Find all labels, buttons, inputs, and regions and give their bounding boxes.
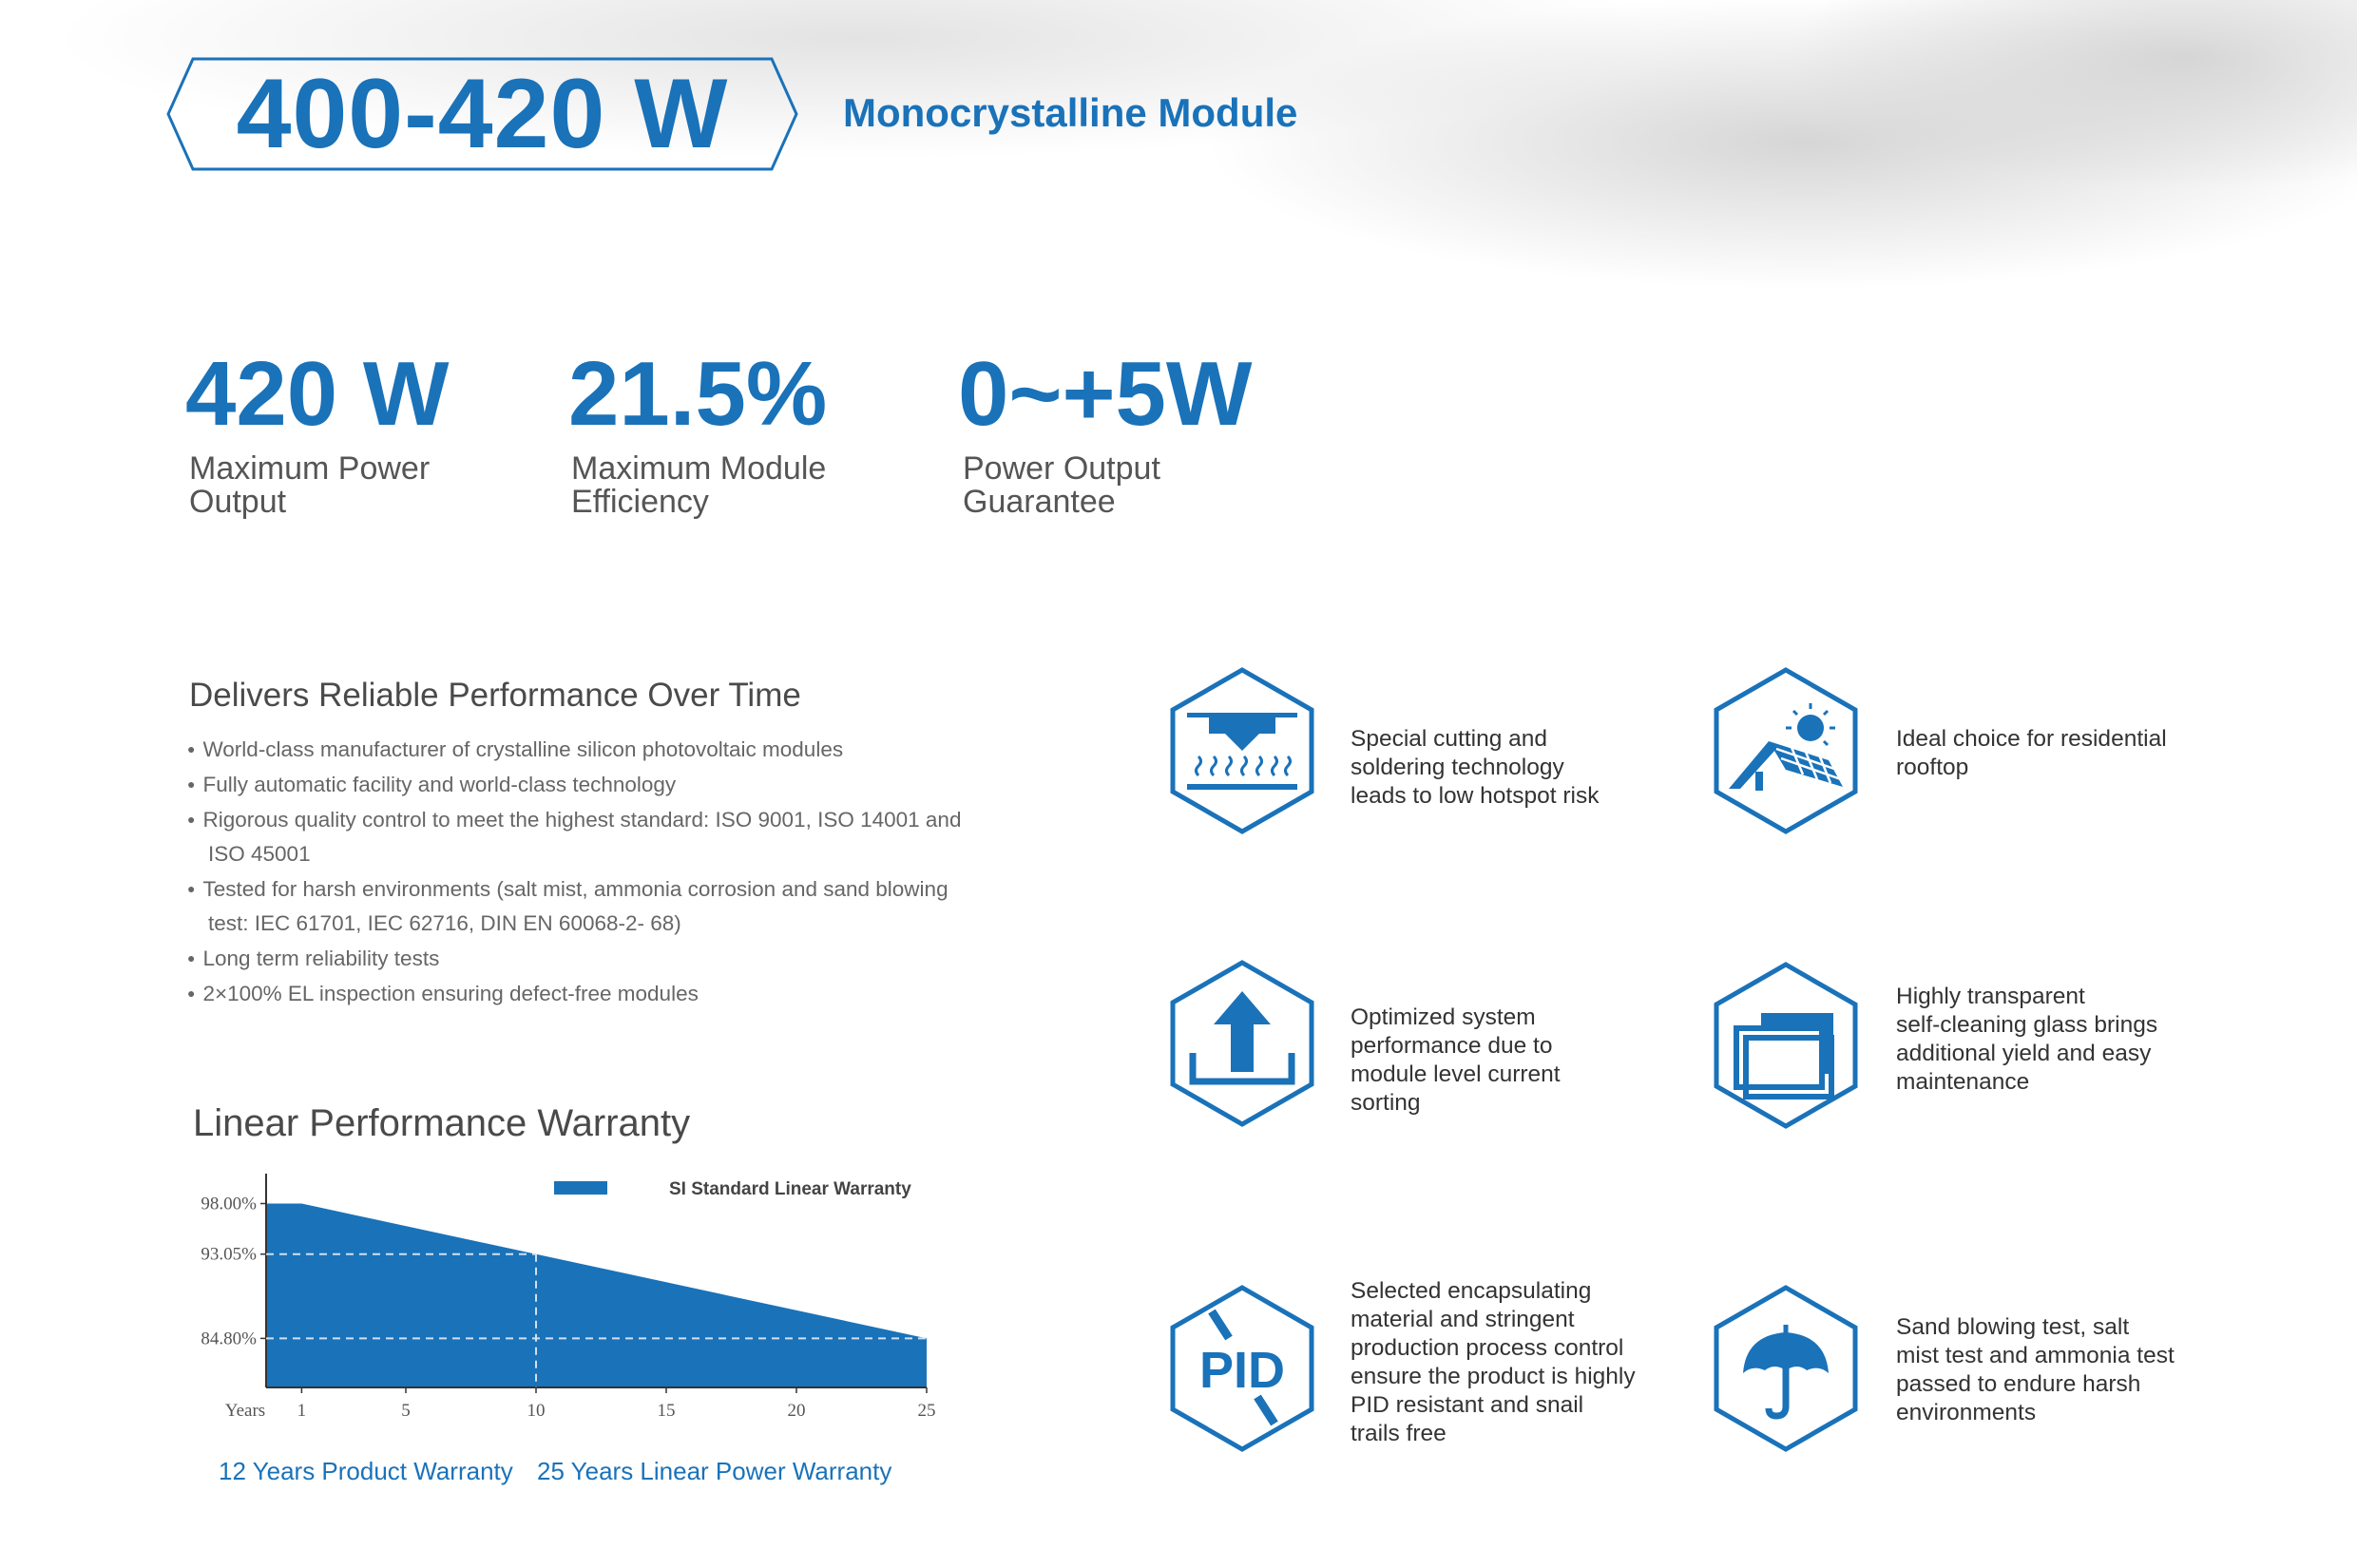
y-tick-label: 93.05% bbox=[201, 1244, 257, 1265]
feature-line: Sand blowing test, salt bbox=[1896, 1314, 2130, 1340]
feature-line: maintenance bbox=[1896, 1069, 2030, 1095]
feature-glass-text bbox=[1896, 983, 2191, 1097]
warranty-area bbox=[266, 1204, 927, 1388]
legend-swatch bbox=[554, 1181, 607, 1195]
feature-line: self-cleaning glass brings bbox=[1896, 1012, 2158, 1038]
glass-icon bbox=[1710, 960, 1862, 1131]
power-warranty-note: 25 Years Linear Power Warranty bbox=[537, 1457, 892, 1485]
feature-line: Special cutting and bbox=[1351, 726, 1548, 752]
feature-line: additional yield and easy bbox=[1896, 1041, 2152, 1066]
feature-line: passed to endure harsh bbox=[1896, 1371, 2141, 1397]
pid-icon-label: PID bbox=[1198, 1342, 1286, 1399]
y-tick-label: 84.80% bbox=[201, 1329, 257, 1349]
feature-line: trails free bbox=[1351, 1421, 1447, 1446]
performance-title: Delivers Reliable Performance Over Time bbox=[189, 677, 801, 714]
feature-line: ensure the product is highly bbox=[1351, 1364, 1636, 1389]
rooftop-icon bbox=[1710, 665, 1862, 836]
feature-line: module level current bbox=[1351, 1061, 1561, 1087]
sorting-icon bbox=[1166, 958, 1318, 1129]
feature-rooftop-text bbox=[1896, 725, 2191, 782]
hotspot-icon bbox=[1166, 665, 1318, 836]
pid-icon bbox=[1166, 1283, 1318, 1454]
feature-hotspot-text bbox=[1351, 725, 1645, 811]
stat-max-power-label bbox=[189, 452, 430, 519]
x-tick-label: 20 bbox=[787, 1401, 806, 1421]
feature-pid-text bbox=[1351, 1277, 1674, 1448]
umbrella-icon bbox=[1710, 1283, 1862, 1454]
feature-umbrella-text bbox=[1896, 1313, 2191, 1427]
stat-max-power-value: 420 W bbox=[185, 343, 450, 445]
list-item: ● Long term reliability tests bbox=[187, 941, 976, 976]
stat-efficiency-label bbox=[571, 452, 826, 519]
feature-line: Optimized system bbox=[1351, 1004, 1536, 1030]
feature-line: PID resistant and snail bbox=[1351, 1392, 1584, 1418]
list-item: ● World-class manufacturer of crystalline silicon photovoltaic modules bbox=[187, 732, 976, 767]
feature-line: Selected encapsulating bbox=[1351, 1278, 1592, 1304]
list-item: ● Fully automatic facility and world-class technology bbox=[187, 767, 976, 802]
feature-line: rooftop bbox=[1896, 755, 1969, 780]
power-range-title: 400-420 W bbox=[236, 59, 729, 169]
x-axis-label: Years bbox=[224, 1401, 266, 1421]
stat-guarantee-value: 0~+5W bbox=[958, 343, 1253, 445]
feature-line: performance due to bbox=[1351, 1033, 1553, 1059]
list-item: ● Rigorous quality control to meet the highest standard: ISO 9001, ISO 14001 and ISO 45001 bbox=[187, 802, 976, 871]
performance-list bbox=[187, 732, 976, 1011]
warranty-notes bbox=[219, 1457, 909, 1486]
stat-label-line: Power Output bbox=[963, 450, 1160, 487]
x-tick-label: 25 bbox=[917, 1401, 936, 1421]
warranty-chart bbox=[181, 1155, 960, 1440]
stat-efficiency-value: 21.5% bbox=[568, 343, 828, 445]
x-tick-label: 1 bbox=[297, 1401, 307, 1421]
stat-label-line: Maximum Power bbox=[189, 450, 431, 487]
feature-line: environments bbox=[1896, 1400, 2037, 1425]
stat-guarantee-label bbox=[963, 452, 1160, 519]
list-item: ● Tested for harsh environments (salt mist, ammonia corrosion and sand blowing test: IEC 61701, IEC 62716, DIN EN 60068-2- 68) bbox=[187, 871, 976, 941]
x-tick-label: 10 bbox=[527, 1401, 546, 1421]
feature-line: Ideal choice for residential bbox=[1896, 726, 2167, 752]
y-tick-label: 98.00% bbox=[201, 1194, 257, 1214]
stat-label-line: Efficiency bbox=[571, 484, 709, 520]
x-tick-label: 15 bbox=[657, 1401, 676, 1421]
feature-sorting-text bbox=[1351, 1004, 1645, 1118]
feature-line: leads to low hotspot risk bbox=[1351, 783, 1600, 809]
feature-line: mist test and ammonia test bbox=[1896, 1343, 2175, 1368]
module-type-subtitle: Monocrystalline Module bbox=[843, 90, 1298, 135]
feature-line: Highly transparent bbox=[1896, 984, 2085, 1009]
stat-label-line: Maximum Module bbox=[571, 450, 827, 487]
feature-line: soldering technology bbox=[1351, 755, 1564, 780]
list-item: ● 2×100% EL inspection ensuring defect-free modules bbox=[187, 976, 976, 1011]
feature-line: production process control bbox=[1351, 1335, 1624, 1361]
legend-label: SI Standard Linear Warranty bbox=[669, 1179, 911, 1199]
feature-line: material and stringent bbox=[1351, 1307, 1575, 1332]
warranty-title: Linear Performance Warranty bbox=[193, 1102, 691, 1144]
product-warranty-note: 12 Years Product Warranty bbox=[219, 1457, 513, 1485]
stat-label-line: Guarantee bbox=[963, 484, 1116, 520]
x-tick-label: 5 bbox=[401, 1401, 411, 1421]
stat-label-line: Output bbox=[189, 484, 287, 520]
feature-line: sorting bbox=[1351, 1090, 1421, 1116]
